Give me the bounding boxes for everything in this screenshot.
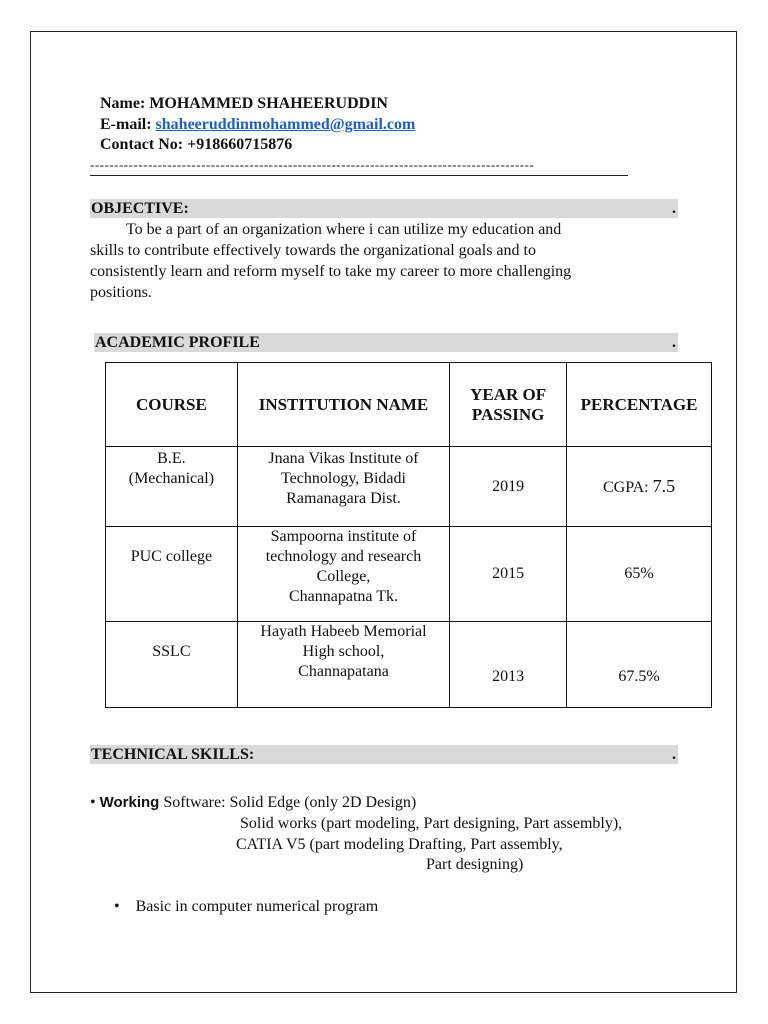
software-item: CATIA V5 (part modeling Drafting, Part assembly, xyxy=(236,836,563,853)
skills-heading xyxy=(90,745,678,764)
institution-cell xyxy=(237,622,449,708)
institution-line: College, xyxy=(316,568,371,585)
institution-line: technology and research xyxy=(265,548,422,565)
software-item: Solid Edge (only 2D Design) xyxy=(229,794,417,811)
institution-line: Channapatana xyxy=(298,663,389,680)
objective-line-4: positions. xyxy=(90,284,152,301)
software-label: Software: xyxy=(163,794,226,811)
academic-title: ACADEMIC PROFILE xyxy=(95,334,260,351)
course-line: SSLC xyxy=(152,643,191,660)
institution-line: Technology, Bidadi xyxy=(281,470,406,487)
col-header-percentage: PERCENTAGE xyxy=(567,363,712,447)
table-header-row xyxy=(106,363,712,447)
objective-line-2: skills to contribute effectively towards the organizational goals and to xyxy=(90,242,536,259)
cgpa-value: 7.5 xyxy=(652,475,676,496)
working-label: Working xyxy=(99,794,160,811)
email-line xyxy=(100,115,415,135)
objective-dot: . xyxy=(672,200,676,217)
institution-line: Channapatna Tk. xyxy=(288,588,398,605)
course-cell xyxy=(106,622,238,708)
percentage-cell: 65% xyxy=(567,527,712,622)
name-line xyxy=(100,94,388,114)
year-cell: 2015 xyxy=(450,527,567,622)
email-label: E-mail: xyxy=(100,116,152,133)
objective-title: OBJECTIVE: xyxy=(91,200,189,217)
bullet: • xyxy=(90,794,96,811)
basic-skill-text: Basic in computer numerical program xyxy=(135,898,379,915)
dashed-divider: -------------------------------------------------------------------------------------------- xyxy=(90,158,535,172)
academic-heading xyxy=(94,333,678,352)
course-line: PUC college xyxy=(130,548,213,565)
objective-heading xyxy=(90,199,678,218)
objective-line-1: To be a part of an organization where i can utilize my education and xyxy=(126,221,562,238)
table-row xyxy=(106,527,712,622)
table-row xyxy=(106,622,712,708)
software-item: Part designing) xyxy=(426,856,524,873)
course-cell xyxy=(106,447,238,527)
working-software-line xyxy=(90,792,416,813)
institution-line: Ramanagara Dist. xyxy=(286,490,401,507)
software-item: Solid works (part modeling, Part designing, Part assembly), xyxy=(240,815,623,832)
name-label: Name: xyxy=(100,95,146,112)
skills-title: TECHNICAL SKILLS: xyxy=(91,746,255,763)
name-value: MOHAMMED SHAHEERUDDIN xyxy=(149,95,388,112)
contact-label: Contact No: xyxy=(100,136,184,153)
year-cell: 2019 xyxy=(450,447,567,527)
table-row xyxy=(106,447,712,527)
cgpa-label: CGPA: xyxy=(602,478,649,496)
percentage-cell xyxy=(567,447,712,527)
institution-line: Sampoorna institute of xyxy=(270,528,417,545)
institution-line: Hayath Habeeb Memorial xyxy=(260,623,427,640)
col-header-year xyxy=(450,363,567,447)
basic-skill-item xyxy=(114,896,378,917)
col-header-year-text: YEAR OF PASSING xyxy=(470,384,547,424)
col-header-institution: INSTITUTION NAME xyxy=(237,363,449,447)
course-line: (Mechanical) xyxy=(128,470,215,487)
objective-line-3: consistently learn and reform myself to take my career to more challenging xyxy=(90,263,572,280)
contact-line xyxy=(100,135,292,155)
institution-cell xyxy=(237,527,449,622)
skills-dot: . xyxy=(672,746,676,763)
academic-dot: . xyxy=(672,334,676,351)
contact-value: +918660715876 xyxy=(187,136,293,153)
year-cell: 2013 xyxy=(450,622,567,708)
col-header-course: COURSE xyxy=(106,363,238,447)
academic-table xyxy=(105,362,712,708)
bullet: • xyxy=(114,898,120,915)
institution-line: Jnana Vikas Institute of xyxy=(268,450,419,467)
institution-line: High school, xyxy=(302,643,385,660)
percentage-cell: 67.5% xyxy=(567,622,712,708)
header-rule xyxy=(90,175,628,176)
email-link[interactable]: shaheeruddinmohammed@gmail.com xyxy=(155,116,416,133)
course-line: B.E. xyxy=(157,450,186,467)
institution-cell xyxy=(237,447,449,527)
course-cell xyxy=(106,527,238,622)
